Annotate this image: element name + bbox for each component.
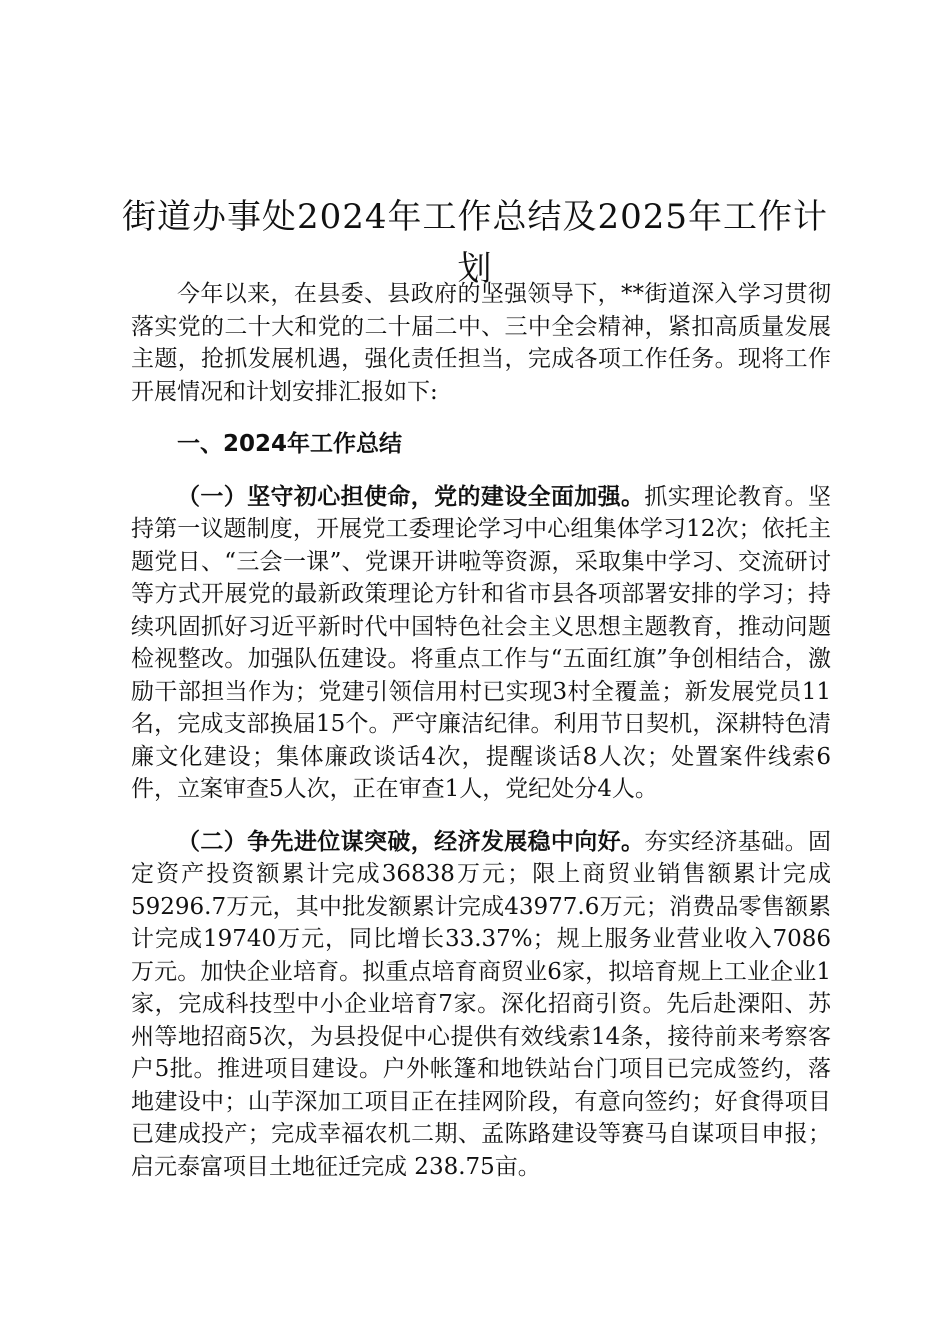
subsection-party-building (131, 481, 831, 806)
document-title: 街道办事处2024年工作总结及2025年工作计划 (121, 196, 829, 289)
subsection-body: 夯实经济基础。固定资产投资额累计完成36838万元；限上商贸业销售额累计完成59296.7万元，其中批发额累计完成43977.6万元；消费品零售额累计完成19740万元，同比增长33.37%；规上服务业营业收入7086万元。加快企业培育。拟重点培育商贸业6家，拟培育规上工业企业1家，完成科技型中小企业培育7家。深化招商引资。先后赴溧阳、苏州等地招商5次，为县投促中心提供有效线索14条，接待前来考察客户5批。推进项目建设。户外帐篷和地铁站台门项目已完成签约，落地建设中；山芋深加工项目正在挂网阶段，有意向签约；好食得项目已建成投产；完成幸福农机二期、孟陈路建设等赛马自谋项目申报；启元泰富项目土地征迁完成 238.75亩。 (131, 828, 832, 1180)
intro-paragraph: 今年以来，在县委、县政府的坚强领导下，**街道深入学习贯彻落实党的二十大和党的二十届二中、三中全会精神，紧扣高质量发展主题，抢抓发展机遇，强化责任担当，完成各项工作任务。现将工作开展情况和计划安排汇报如下: (131, 281, 831, 405)
subsection-body: 抓实理论教育。坚持第一议题制度，开展党工委理论学习中心组集体学习12次；依托主题党日、“三会一课”、党课开讲啦等资源，采取集中学习、交流研讨等方式开展党的最新政策理论方针和省市县各项部署安排的学习；持续巩固抓好习近平新时代中国特色社会主义思想主题教育，推动问题检视整改。加强队伍建设。将重点工作与“五面红旗”争创相结合，激励干部担当作为；党建引领信用村已实现3村全覆盖；新发展党员11名，完成支部换届15个。严守廉洁纪律。利用节日契机，深耕特色清廉文化建设；集体廉政谈话4次，提醒谈话8人次；处置案件线索6件，立案审查5人次，正在审查1人，党纪处分4人。 (131, 483, 832, 802)
section-heading-summary-2024: 一、2024年工作总结 (177, 431, 403, 457)
document-body (131, 278, 831, 1203)
subsection-economic-development (131, 826, 831, 1184)
subsection-lead: （二）争先进位谋突破，经济发展稳中向好。 (177, 827, 645, 855)
subsection-lead: （一）坚守初心担使命，党的建设全面加强。 (177, 482, 645, 510)
